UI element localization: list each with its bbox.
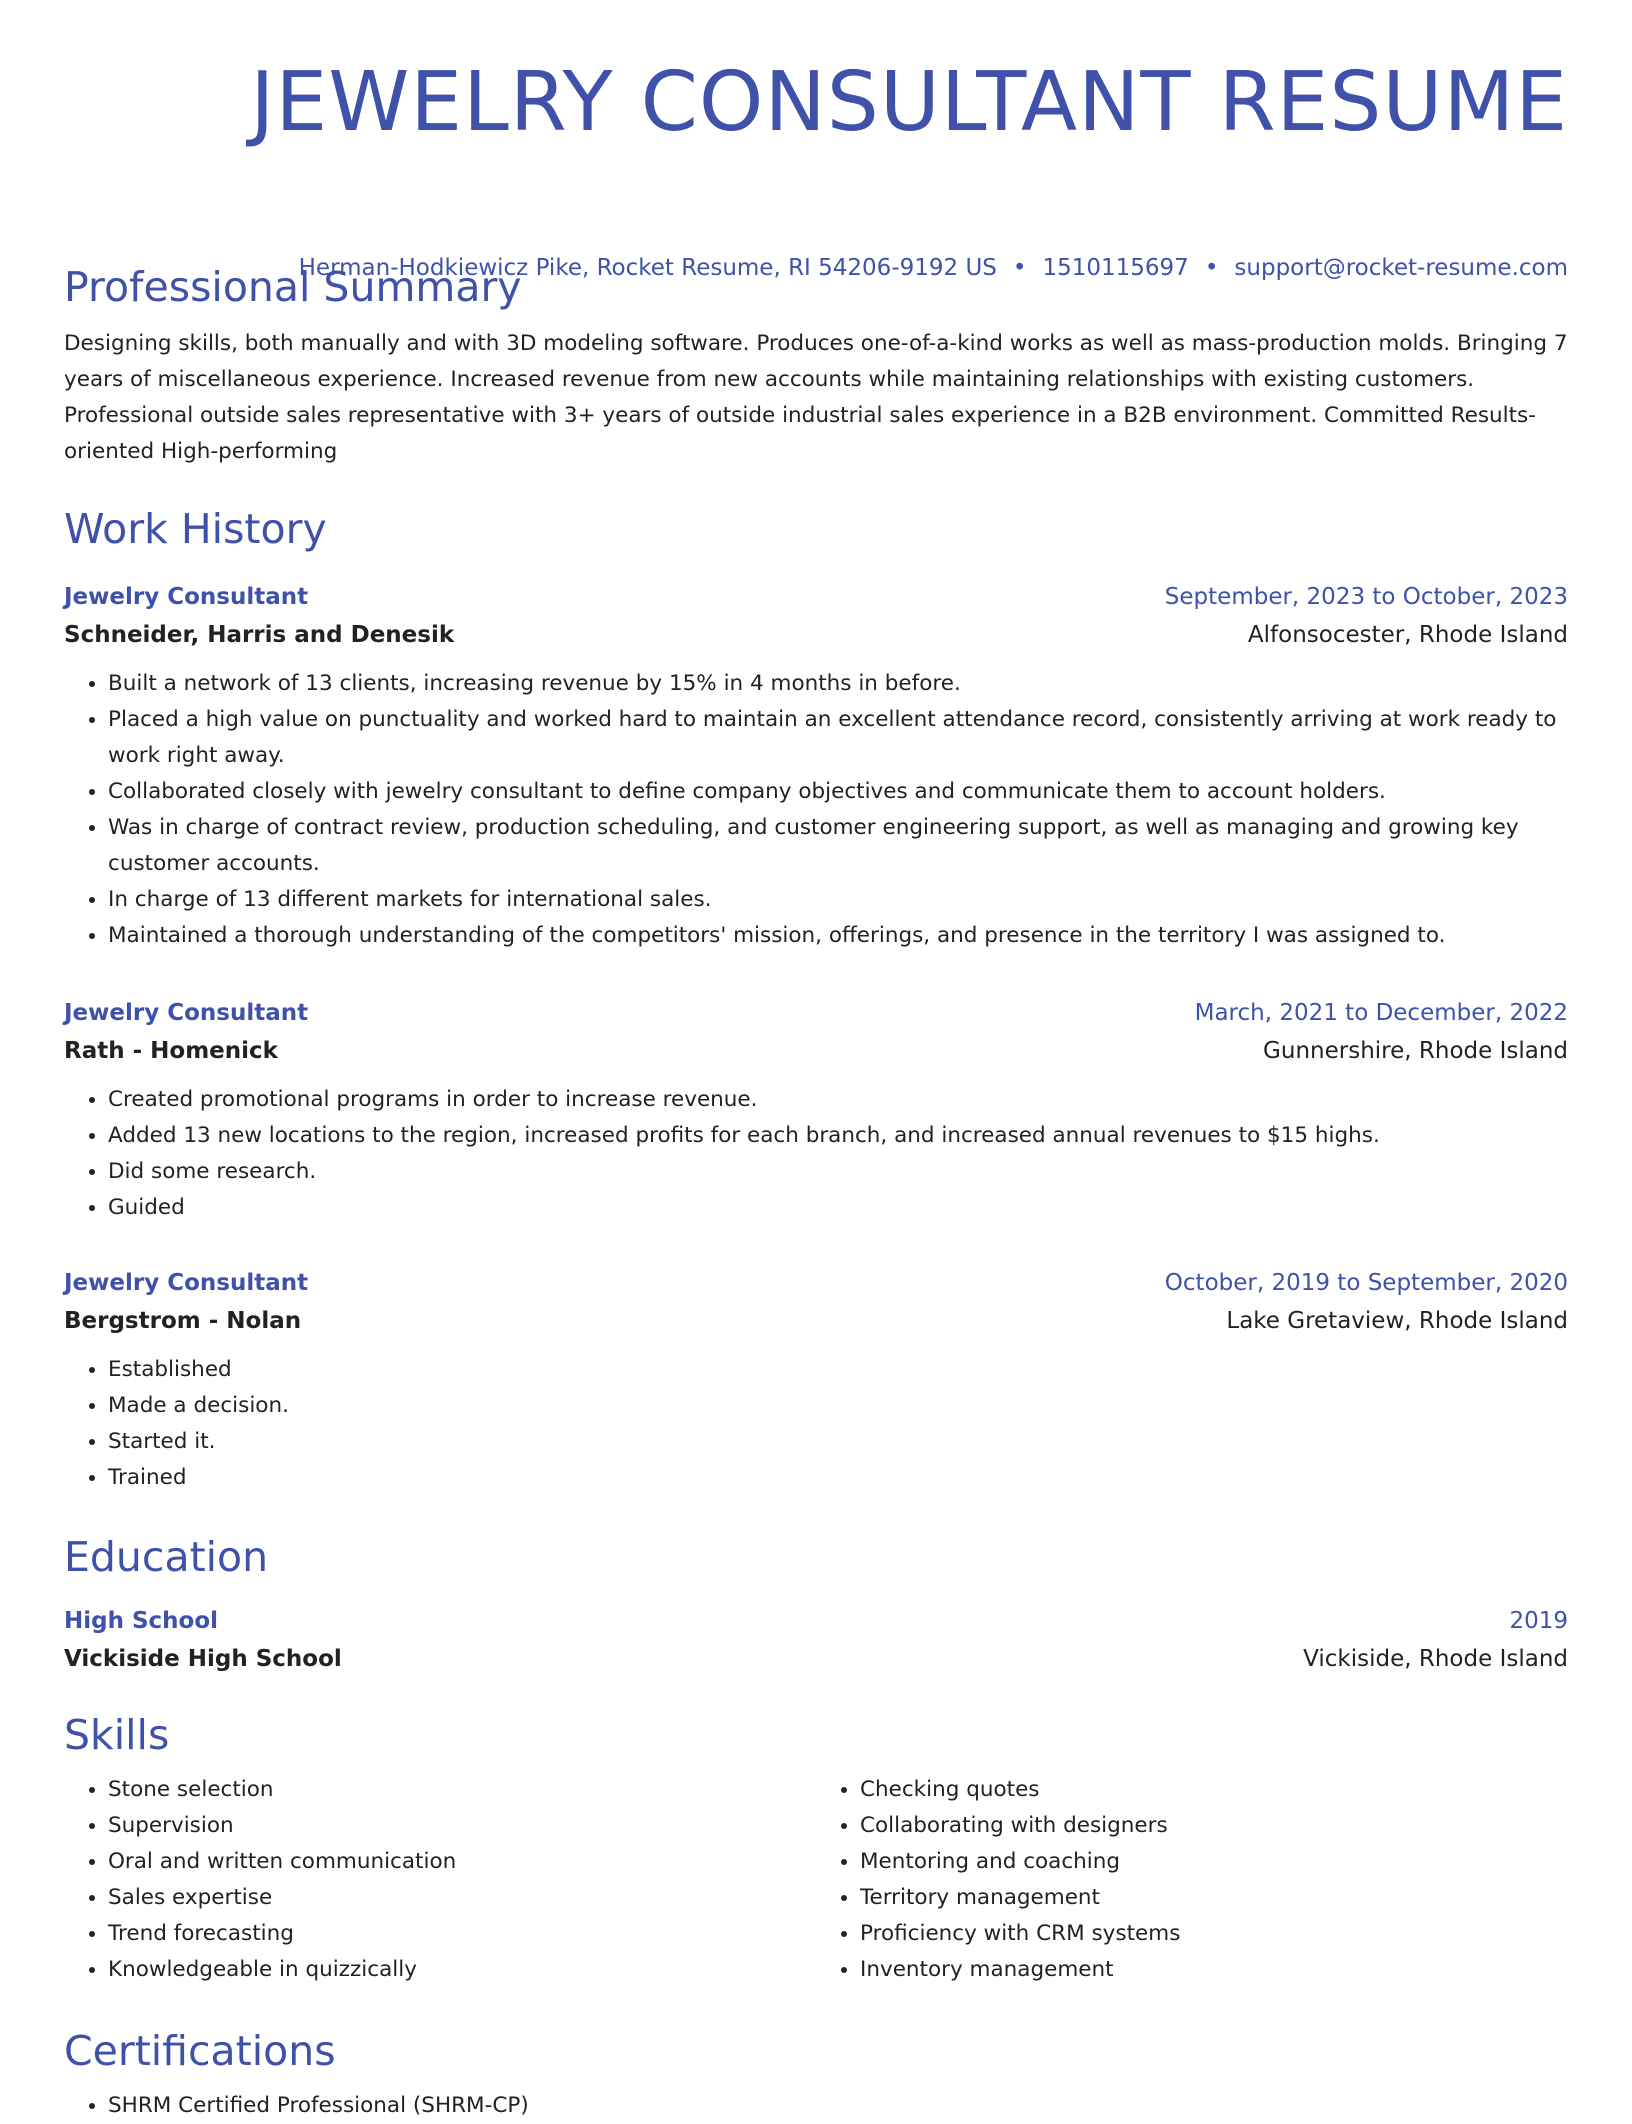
contact-phone: 1510115697 xyxy=(1042,255,1189,281)
list-item: • Made a decision. xyxy=(108,1388,1568,1424)
certification-item: • SHRM Certified Professional (SHRM-CP) xyxy=(108,2088,1568,2124)
education-year: 2019 xyxy=(1509,1608,1568,1634)
skills-list-right xyxy=(816,1772,1568,1988)
work-history-section xyxy=(64,504,1568,554)
resume-title: JEWELRY CONSULTANT RESUME xyxy=(250,55,1568,150)
list-item: • Was in charge of contract review, production scheduling, and customer engineering support, as well as managing and growing key customer accounts. xyxy=(108,810,1568,882)
job-dates: October, 2019 to September, 2020 xyxy=(1164,1270,1568,1296)
skills-heading: Skills xyxy=(64,1711,170,1759)
job-bullets xyxy=(64,1352,1568,1496)
job-company: Rath - Homenick xyxy=(64,1038,278,1064)
skill-item: • Proficiency with CRM systems xyxy=(860,1916,1568,1952)
list-item: • Built a network of 13 clients, increasing revenue by 15% in 4 months in before. xyxy=(108,666,1568,702)
skill-item: • Trend forecasting xyxy=(108,1916,816,1952)
skill-item: • Collaborating with designers xyxy=(860,1808,1568,1844)
job-location: Gunnershire, Rhode Island xyxy=(1263,1038,1568,1064)
list-item: • Started it. xyxy=(108,1424,1568,1460)
list-item: • Did some research. xyxy=(108,1154,1568,1190)
contact-address: Herman-Hodkiewicz Pike, Rocket Resume, RI 54206-9192 US xyxy=(298,255,997,281)
skill-item: • Mentoring and coaching xyxy=(860,1844,1568,1880)
skill-item: • Oral and written communication xyxy=(108,1844,816,1880)
job-entry xyxy=(64,1264,1568,1496)
summary-section xyxy=(64,262,1568,470)
skill-item: • Sales expertise xyxy=(108,1880,816,1916)
education-heading: Education xyxy=(64,1533,269,1581)
education-section xyxy=(64,1532,1568,1678)
list-item: • Established xyxy=(108,1352,1568,1388)
job-location: Alfonsocester, Rhode Island xyxy=(1247,622,1568,648)
list-item: • In charge of 13 different markets for international sales. xyxy=(108,882,1568,918)
job-title: Jewelry Consultant xyxy=(64,1000,309,1026)
job-bullets xyxy=(64,666,1568,954)
education-school: Vickiside High School xyxy=(64,1646,342,1672)
skills-grid xyxy=(64,1760,1568,1988)
skill-item: • Supervision xyxy=(108,1808,816,1844)
skills-list-left xyxy=(64,1772,816,1988)
skill-item: • Checking quotes xyxy=(860,1772,1568,1808)
job-entry xyxy=(64,994,1568,1226)
work-history-heading: Work History xyxy=(64,505,327,553)
skills-section xyxy=(64,1710,1568,1988)
job-company: Schneider, Harris and Denesik xyxy=(64,622,455,648)
job-entry xyxy=(64,578,1568,954)
job-bullets xyxy=(64,1082,1568,1226)
job-location: Lake Gretaview, Rhode Island xyxy=(1226,1308,1568,1334)
list-item: • Maintained a thorough understanding of the competitors' mission, offerings, and presence in the territory I was assigned to. xyxy=(108,918,1568,954)
education-location: Vickiside, Rhode Island xyxy=(1303,1646,1568,1672)
job-company: Bergstrom - Nolan xyxy=(64,1308,302,1334)
contact-separator: • xyxy=(1204,255,1219,281)
list-item: • Created promotional programs in order to increase revenue. xyxy=(108,1082,1568,1118)
certifications-section xyxy=(64,2026,1568,2124)
list-item: • Guided xyxy=(108,1190,1568,1226)
list-item: • Trained xyxy=(108,1460,1568,1496)
list-item: • Added 13 new locations to the region, increased profits for each branch, and increased annual revenues to $15 highs. xyxy=(108,1118,1568,1154)
certifications-heading: Certifications xyxy=(64,2027,336,2075)
contact-email: support@rocket-resume.com xyxy=(1234,255,1568,281)
summary-heading: Professional Summary xyxy=(64,263,522,311)
summary-text: Designing skills, both manually and with 3D modeling software. Produces one-of-a-kind works as well as mass-production molds. Bringing 7 years of miscellaneous experience. Increased revenue from new accounts while maintaining relationships with existing customers. Professional outside sales representative with 3+ years of outside industrial sales experience in a B2B environment. Committed Results-oriented High-performing xyxy=(64,331,1568,464)
skill-item: • Territory management xyxy=(860,1880,1568,1916)
job-dates: March, 2021 to December, 2022 xyxy=(1194,1000,1568,1026)
skill-item: • Inventory management xyxy=(860,1952,1568,1988)
education-degree: High School xyxy=(64,1608,219,1634)
list-item: • Placed a high value on punctuality and worked hard to maintain an excellent attendance record, consistently arriving at work ready to work right away. xyxy=(108,702,1568,774)
list-item: • Collaborated closely with jewelry consultant to define company objectives and communicate them to account holders. xyxy=(108,774,1568,810)
contact-separator: • xyxy=(1012,255,1027,281)
job-title: Jewelry Consultant xyxy=(64,1270,309,1296)
job-dates: September, 2023 to October, 2023 xyxy=(1164,584,1568,610)
certifications-list xyxy=(64,2088,1568,2124)
job-title: Jewelry Consultant xyxy=(64,584,309,610)
skill-item: • Stone selection xyxy=(108,1772,816,1808)
skill-item: • Knowledgeable in quizzically xyxy=(108,1952,816,1988)
